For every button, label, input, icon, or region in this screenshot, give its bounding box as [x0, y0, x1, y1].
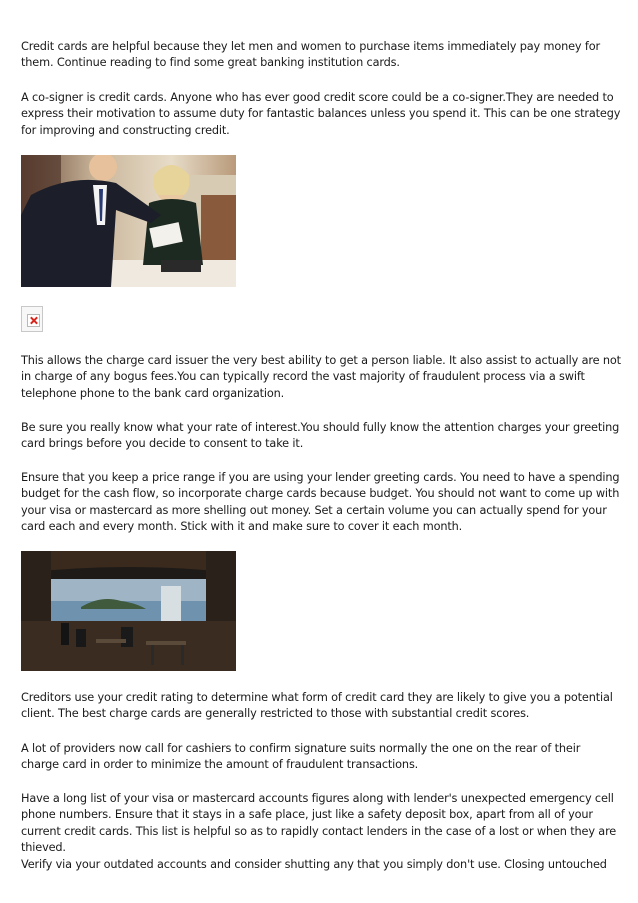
terrace-photo: [21, 551, 236, 671]
paragraph-outdated-accounts: Verify via your outdated accounts and consider shutting any that you simply don't use. Closing untouched: [21, 858, 607, 871]
paragraph-interest-rate: Be sure you really know what your rate of interest.You should fully know the attention charges your greeting card brings before you decide to consent to take it.: [21, 421, 620, 451]
broken-image-icon: [21, 306, 43, 332]
paragraph-intro: Credit cards are helpful because they let men and women to purchase items immediately pay money for them. Continue reading to find some great banking institution cards.: [21, 40, 600, 70]
paragraph-budget: Ensure that you keep a price range if you are using your lender greeting cards. You need to have a spending budget for the cash flow, so incorporate charge cards because budget. You should not want to come up with your visa or mastercard as more shelling out money. Set a certain volume you can actually spend for your card each and every month. Stick with it and make sure to cover it each month.: [21, 471, 620, 534]
paragraph-signature: A lot of providers now call for cashiers to confirm signature suits normally the one on the rear of their charge card in order to minimize the amount of fraudulent transactions.: [21, 742, 581, 772]
paragraph-account-list: Have a long list of your visa or mastercard accounts figures along with lender's unexpected emergency cell phone numbers. Ensure that it stays in a safe place, just like a safety deposit box, apart from all of your current credit cards. This list is helpful so as to rapidly contact lenders in the case of a lost or when they are thieved.: [21, 792, 617, 855]
meeting-photo-graphic: [21, 155, 236, 287]
meeting-photo: [21, 155, 236, 287]
paragraph-credit-rating: Creditors use your credit rating to determine what form of credit card they are likely to give you a potential client. The best charge cards are generally restricted to those with substantial credit scores.: [21, 691, 613, 721]
paragraph-card-issuer: This allows the charge card issuer the very best ability to get a person liable. It also assist to actually are not in charge of any bogus fees.You can typically record the vast majority of fraudulent process via a swift telephone phone to the bank card organization.: [21, 354, 621, 400]
terrace-photo-graphic: [21, 551, 236, 671]
broken-image-x-icon: [27, 314, 40, 327]
paragraph-co-signer: A co-signer is credit cards. Anyone who has ever good credit score could be a co-signer.They are needed to express their motivation to assume duty for fantastic balances unless you spend it. This can be one strategy for improving and constructing credit.: [21, 91, 621, 137]
